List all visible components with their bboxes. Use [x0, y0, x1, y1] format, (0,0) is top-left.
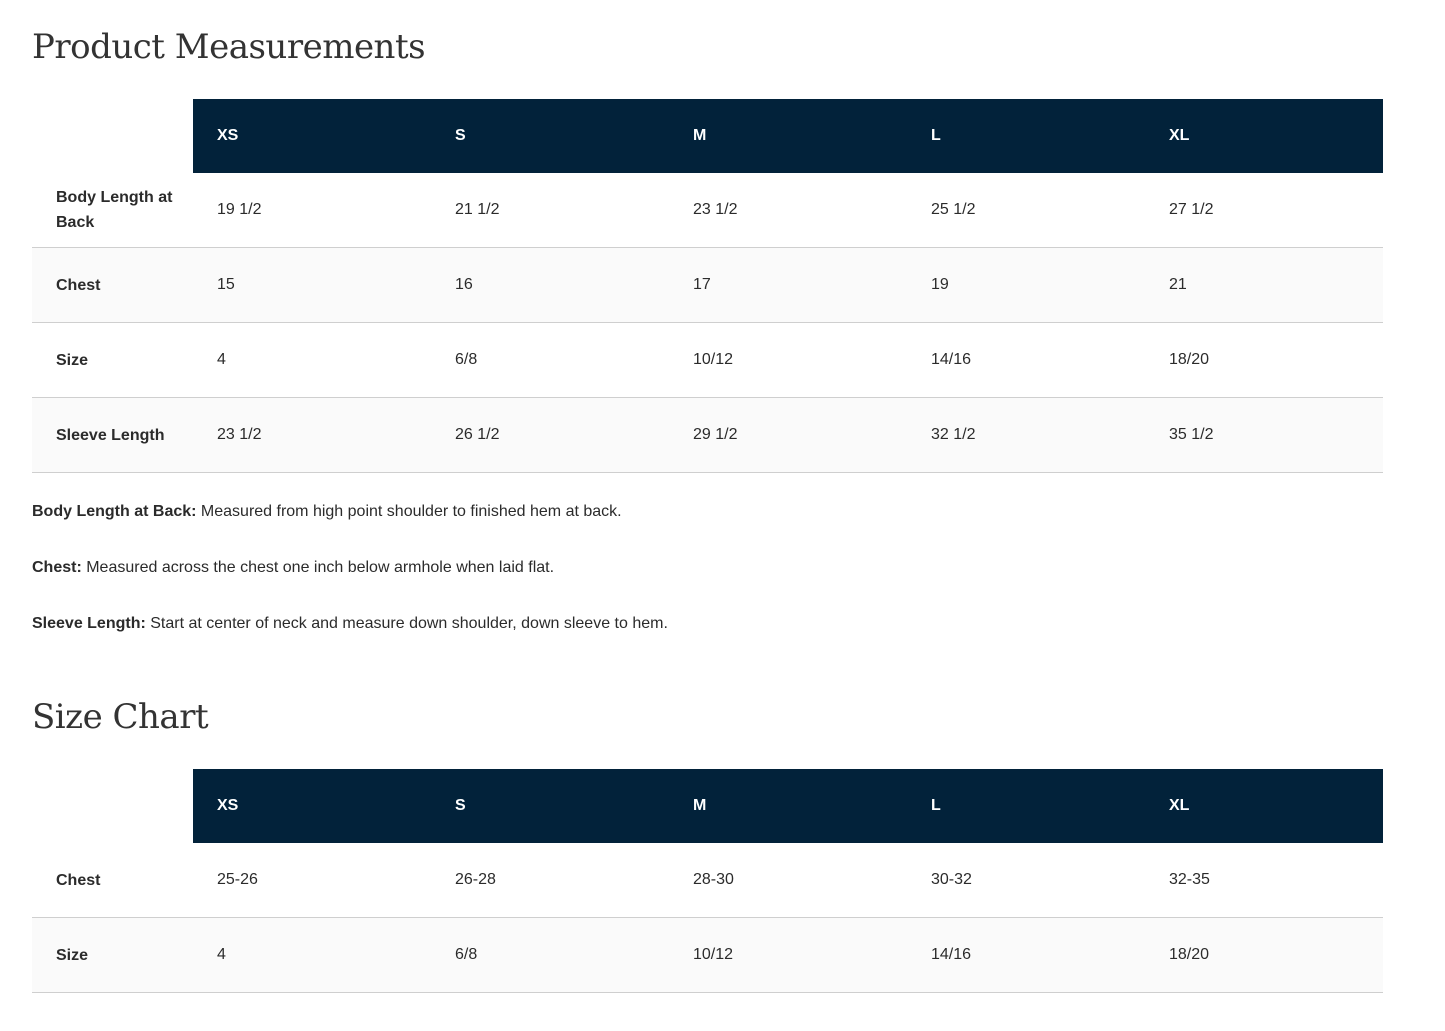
- size-header: M: [669, 769, 907, 843]
- table-cell: 32 1/2: [907, 398, 1145, 473]
- size-header: M: [669, 99, 907, 173]
- table-row: [32, 323, 1383, 398]
- table-header-row: [32, 769, 1383, 843]
- table-cell: 6/8: [431, 323, 669, 398]
- row-label: Sleeve Length: [32, 398, 193, 473]
- note-text: Start at center of neck and measure down shoulder, down sleeve to hem.: [145, 615, 668, 632]
- table-cell: 4: [193, 323, 431, 398]
- table-cell: 6/8: [431, 918, 669, 993]
- note-chest: [32, 556, 1383, 580]
- size-header: S: [431, 769, 669, 843]
- table-cell: 10/12: [669, 323, 907, 398]
- size-header: L: [907, 99, 1145, 173]
- table-row: [32, 173, 1383, 248]
- table-cell: 27 1/2: [1145, 173, 1383, 248]
- note-sleeve-length: [32, 612, 1383, 636]
- table-cell: 17: [669, 248, 907, 323]
- product-measurements-table: [32, 99, 1383, 473]
- table-cell: 28-30: [669, 843, 907, 918]
- table-cell: 14/16: [907, 918, 1145, 993]
- table-cell: 15: [193, 248, 431, 323]
- note-term: Chest:: [32, 559, 82, 576]
- row-label: Size: [32, 323, 193, 398]
- table-cell: 19 1/2: [193, 173, 431, 248]
- table-row: [32, 248, 1383, 323]
- table-cell: 23 1/2: [193, 398, 431, 473]
- table-cell: 18/20: [1145, 323, 1383, 398]
- note-term: Sleeve Length:: [32, 615, 146, 632]
- table-cell: 25 1/2: [907, 173, 1145, 248]
- product-measurements-title: Product Measurements: [32, 27, 426, 67]
- table-cell: 21: [1145, 248, 1383, 323]
- table-cell: 26-28: [431, 843, 669, 918]
- table-cell: 19: [907, 248, 1145, 323]
- size-header: XS: [193, 99, 431, 173]
- table-row: [32, 398, 1383, 473]
- header-corner: [32, 99, 193, 173]
- note-term: Body Length at Back:: [32, 503, 197, 520]
- size-header: L: [907, 769, 1145, 843]
- header-corner: [32, 769, 193, 843]
- size-header: XS: [193, 769, 431, 843]
- row-label: Size: [32, 918, 193, 993]
- size-chart-title: Size Chart: [32, 697, 209, 737]
- table-cell: 18/20: [1145, 918, 1383, 993]
- table-cell: 4: [193, 918, 431, 993]
- table-cell: 16: [431, 248, 669, 323]
- size-header: S: [431, 99, 669, 173]
- size-header: XL: [1145, 99, 1383, 173]
- table-cell: 14/16: [907, 323, 1145, 398]
- row-label: Chest: [32, 248, 193, 323]
- table-cell: 35 1/2: [1145, 398, 1383, 473]
- table-cell: 26 1/2: [431, 398, 669, 473]
- table-cell: 30-32: [907, 843, 1145, 918]
- note-text: Measured across the chest one inch below armhole when laid flat.: [81, 559, 555, 576]
- note-text: Measured from high point shoulder to finished hem at back.: [196, 503, 622, 520]
- table-cell: 21 1/2: [431, 173, 669, 248]
- table-row: [32, 918, 1383, 993]
- table-cell: 25-26: [193, 843, 431, 918]
- table-cell: 29 1/2: [669, 398, 907, 473]
- size-chart-table: [32, 769, 1383, 993]
- measurement-notes: [32, 500, 1383, 668]
- row-label: Chest: [32, 843, 193, 918]
- table-header-row: [32, 99, 1383, 173]
- table-cell: 10/12: [669, 918, 907, 993]
- table-row: [32, 843, 1383, 918]
- size-header: XL: [1145, 769, 1383, 843]
- row-label: Body Length at Back: [32, 173, 193, 248]
- table-cell: 23 1/2: [669, 173, 907, 248]
- table-cell: 32-35: [1145, 843, 1383, 918]
- note-body-length: [32, 500, 1383, 524]
